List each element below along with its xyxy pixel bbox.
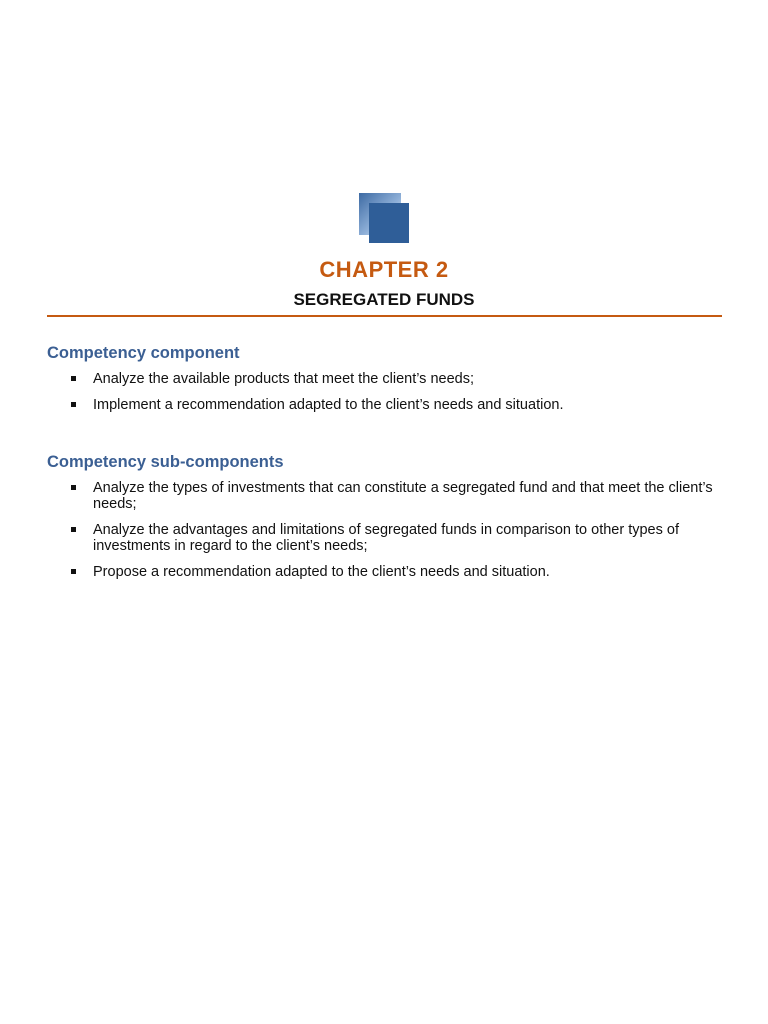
list-item: [47, 522, 727, 554]
bullet-icon: [71, 569, 76, 574]
list-item-text: Analyze the types of investments that can constitute a segregated fund and that meet the client’s needs;: [93, 480, 713, 512]
section-heading: Competency component: [47, 344, 240, 362]
list-item: [47, 397, 727, 413]
list-item: [47, 371, 727, 387]
list-item: [47, 480, 727, 512]
header-divider: [47, 315, 722, 317]
bullet-icon: [71, 402, 76, 407]
chapter-subtitle: SEGREGATED FUNDS: [293, 290, 475, 309]
list-item-text: Propose a recommendation adapted to the client’s needs and situation.: [93, 564, 550, 580]
list-item-text: Analyze the advantages and limitations of segregated funds in comparison to other types of investments in regard to the client’s needs;: [93, 522, 679, 554]
bullet-icon: [71, 376, 76, 381]
list-item-text: Analyze the available products that meet the client’s needs;: [93, 371, 474, 387]
list-item-text: Implement a recommendation adapted to the client’s needs and situation.: [93, 397, 564, 413]
bullet-list: [47, 480, 727, 580]
list-item: [47, 564, 727, 580]
bullet-list: [47, 371, 727, 413]
bullet-icon: [71, 527, 76, 532]
chapter-logo-icon: [359, 193, 411, 245]
logo-front-square: [369, 203, 409, 243]
competency-component-section: [47, 344, 727, 423]
section-heading: Competency sub-components: [47, 453, 284, 471]
competency-sub-components-section: [47, 453, 727, 590]
chapter-title: CHAPTER 2: [319, 257, 449, 282]
bullet-icon: [71, 485, 76, 490]
